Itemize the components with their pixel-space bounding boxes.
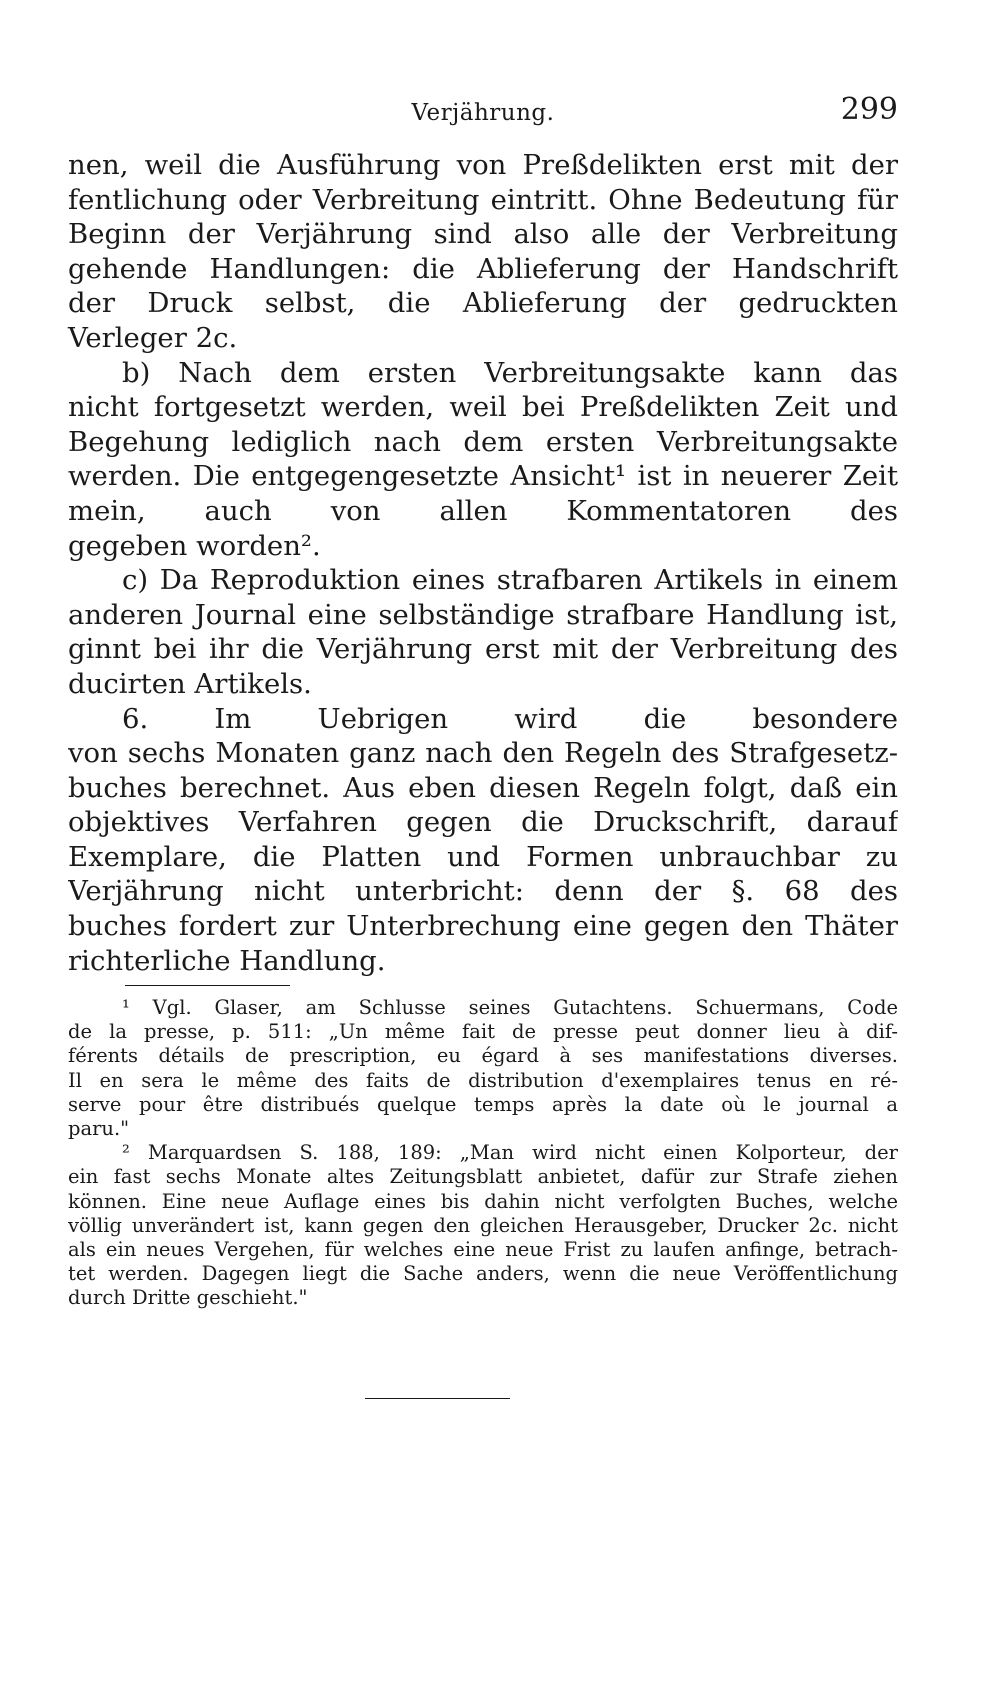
- footnote-line: serve pour être distribués quelque temps après la date où le journal a: [68, 1092, 898, 1116]
- footnote-line: können. Eine neue Auflage eines bis dahin nicht verfolgten Buches, welche: [68, 1189, 898, 1213]
- body-line: werden. Die entgegengesetzte Ansicht¹ ist in neuerer Zeit: [68, 460, 898, 493]
- page-number: 299: [840, 92, 898, 127]
- footnotes: [68, 996, 898, 1310]
- body-line: der Druck selbst, die Ablieferung der gedruckten: [68, 287, 898, 320]
- body-line: buches fordert zur Unterbrechung eine gegen den Thäter: [68, 910, 898, 943]
- body-line: gegeben worden².: [68, 529, 321, 562]
- body-line: von sechs Monaten ganz nach den Regeln des Strafgesetz-: [68, 737, 898, 770]
- body-line: 6. Im Uebrigen wird die besondere: [122, 702, 898, 735]
- footnote-line: férents détails de prescription, eu égard à ses manifestations diverses.: [68, 1044, 898, 1068]
- end-rule: [365, 1398, 510, 1399]
- body-line: buches berechnet. Aus eben diesen Regeln folgt, daß ein: [68, 771, 898, 804]
- body-line: ducirten Artikels.: [68, 667, 312, 700]
- running-head: Verjährung.: [411, 100, 555, 126]
- footnote-line: paru.": [68, 1116, 130, 1140]
- page-header: [68, 92, 898, 132]
- body-line: objektives Verfahren gegen die Druckschrift, darauf: [68, 806, 898, 839]
- body-line: anderen Journal eine selbständige strafbare Handlung ist,: [68, 598, 898, 631]
- body-line: mein, auch von allen Kommentatoren des: [68, 494, 898, 527]
- footnote-line: de la presse, p. 511: „Un même fait de presse peut donner lieu à dif-: [68, 1020, 898, 1044]
- footnote-divider: [125, 985, 290, 986]
- footnote-line: Il en sera le même des faits de distribution d'exemplaires tenus en ré-: [68, 1068, 898, 1092]
- body-line: gehende Handlungen: die Ablieferung der Handschrift: [68, 252, 898, 285]
- body-line: ginnt bei ihr die Verjährung erst mit der Verbreitung des: [68, 633, 898, 666]
- body-line: nicht fortgesetzt werden, weil bei Preßdelikten Zeit und: [68, 391, 898, 424]
- footnote-line: ein fast sechs Monate altes Zeitungsblatt anbietet, dafür zur Strafe ziehen: [68, 1165, 898, 1189]
- footnote-line: durch Dritte geschieht.": [68, 1286, 308, 1310]
- body-text: [68, 148, 898, 978]
- body-line: Beginn der Verjährung sind also alle der Verbreitung: [68, 218, 898, 251]
- body-line: Exemplare, die Platten und Formen unbrauchbar zu: [68, 840, 898, 873]
- footnote-line: ² Marquardsen S. 188, 189: „Man wird nicht einen Kolporteur, der: [122, 1141, 898, 1165]
- body-line: nen, weil die Ausführung von Preßdelikten erst mit der: [68, 149, 898, 181]
- footnote-line: tet werden. Dagegen liegt die Sache anders, wenn die neue Veröffentlichung: [68, 1262, 898, 1286]
- footnote-line: völlig unverändert ist, kann gegen den gleichen Herausgeber, Drucker 2c. nicht: [68, 1213, 898, 1237]
- body-line: Verjährung nicht unterbricht: denn der §. 68 des: [68, 875, 898, 908]
- body-line: fentlichung oder Verbreitung eintritt. Ohne Bedeutung für: [68, 183, 898, 216]
- body-line: b) Nach dem ersten Verbreitungsakte kann das: [122, 356, 898, 389]
- footnote-line: ¹ Vgl. Glaser, am Schlusse seines Gutachtens. Schuermans, Code: [122, 996, 898, 1019]
- body-line: Verleger 2c.: [68, 321, 238, 354]
- body-line: c) Da Reproduktion eines strafbaren Artikels in einem: [122, 564, 898, 597]
- footnote-line: als ein neues Vergehen, für welches eine neue Frist zu laufen anfinge, betrach-: [68, 1237, 898, 1261]
- body-line: Begehung lediglich nach dem ersten Verbreitungsakte: [68, 425, 898, 458]
- body-line: richterliche Handlung.: [68, 944, 386, 977]
